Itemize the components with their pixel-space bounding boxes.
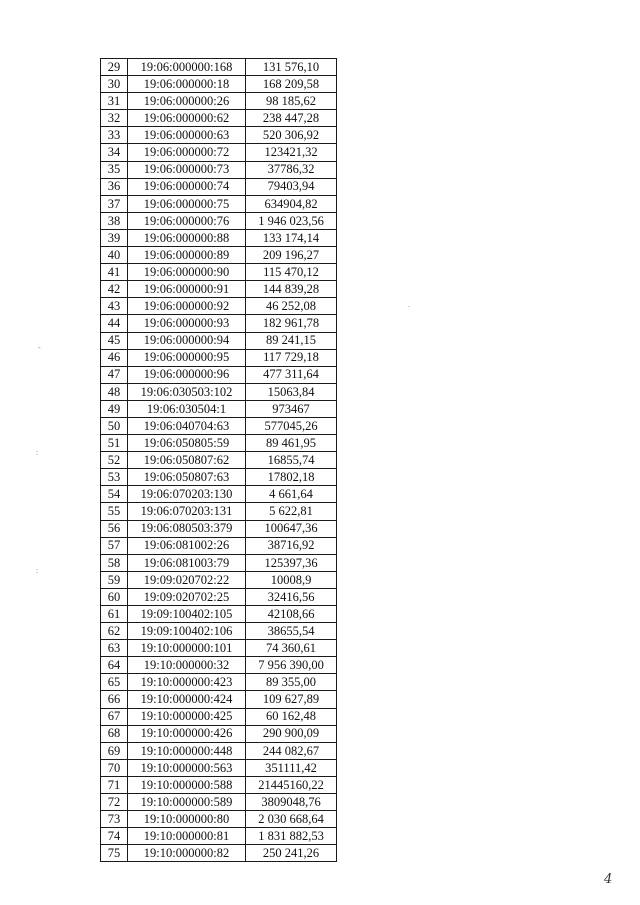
row-number-cell: 33 [101, 127, 128, 144]
value-cell: 38716,92 [246, 537, 337, 554]
value-cell: 144 839,28 [246, 281, 337, 298]
row-number-cell: 40 [101, 247, 128, 264]
cadastral-number-cell: 19:06:030504:1 [128, 400, 246, 417]
table-row [101, 349, 337, 366]
table-row [101, 554, 337, 571]
table-row [101, 315, 337, 332]
page-number: 4 [604, 872, 613, 887]
table-row [101, 588, 337, 605]
value-cell: 38655,54 [246, 623, 337, 640]
row-number-cell: 31 [101, 93, 128, 110]
row-number-cell: 41 [101, 264, 128, 281]
cadastral-number-cell: 19:06:030503:102 [128, 383, 246, 400]
row-number-cell: 64 [101, 657, 128, 674]
row-number-cell: 32 [101, 110, 128, 127]
cadastral-number-cell: 19:10:000000:423 [128, 674, 246, 691]
value-cell: 98 185,62 [246, 93, 337, 110]
value-cell: 32416,56 [246, 588, 337, 605]
row-number-cell: 44 [101, 315, 128, 332]
table-row [101, 332, 337, 349]
value-cell: 351111,42 [246, 759, 337, 776]
cadastral-number-cell: 19:06:080503:379 [128, 520, 246, 537]
value-cell: 182 961,78 [246, 315, 337, 332]
row-number-cell: 75 [101, 845, 128, 862]
table-row [101, 657, 337, 674]
table-row [101, 828, 337, 845]
value-cell: 42108,66 [246, 606, 337, 623]
table-row [101, 623, 337, 640]
table-row [101, 571, 337, 588]
table-row [101, 674, 337, 691]
table-row [101, 383, 337, 400]
value-cell: 16855,74 [246, 452, 337, 469]
table-row [101, 845, 337, 862]
cadastral-number-cell: 19:09:100402:106 [128, 623, 246, 640]
cadastral-number-cell: 19:06:000000:88 [128, 229, 246, 246]
scan-speck: : [36, 448, 39, 457]
row-number-cell: 72 [101, 794, 128, 811]
cadastral-number-cell: 19:06:000000:76 [128, 212, 246, 229]
cadastral-number-cell: 19:06:000000:26 [128, 93, 246, 110]
cadastral-number-cell: 19:06:050805:59 [128, 435, 246, 452]
cadastral-number-cell: 19:06:081003:79 [128, 554, 246, 571]
cadastral-number-cell: 19:06:000000:93 [128, 315, 246, 332]
table-row [101, 503, 337, 520]
value-cell: 634904,82 [246, 195, 337, 212]
cadastral-number-cell: 19:06:000000:63 [128, 127, 246, 144]
table-row [101, 708, 337, 725]
table-row [101, 161, 337, 178]
value-cell: 89 461,95 [246, 435, 337, 452]
cadastral-number-cell: 19:06:000000:92 [128, 298, 246, 315]
table-row [101, 178, 337, 195]
value-cell: 123421,32 [246, 144, 337, 161]
table-row [101, 298, 337, 315]
cadastral-number-cell: 19:06:000000:90 [128, 264, 246, 281]
value-cell: 973467 [246, 400, 337, 417]
cadastral-number-cell: 19:06:050807:62 [128, 452, 246, 469]
row-number-cell: 65 [101, 674, 128, 691]
table-row [101, 776, 337, 793]
row-number-cell: 68 [101, 725, 128, 742]
cadastral-number-cell: 19:06:081002:26 [128, 537, 246, 554]
row-number-cell: 58 [101, 554, 128, 571]
value-cell: 74 360,61 [246, 640, 337, 657]
value-cell: 21445160,22 [246, 776, 337, 793]
row-number-cell: 38 [101, 212, 128, 229]
cadastral-number-cell: 19:06:070203:131 [128, 503, 246, 520]
value-cell: 4 661,64 [246, 486, 337, 503]
cadastral-number-cell: 19:06:000000:18 [128, 76, 246, 93]
table-row [101, 486, 337, 503]
cadastral-number-cell: 19:10:000000:81 [128, 828, 246, 845]
table-row [101, 520, 337, 537]
cadastral-number-cell: 19:06:000000:89 [128, 247, 246, 264]
row-number-cell: 56 [101, 520, 128, 537]
row-number-cell: 46 [101, 349, 128, 366]
table-row [101, 452, 337, 469]
value-cell: 37786,32 [246, 161, 337, 178]
table-row [101, 144, 337, 161]
table-row [101, 264, 337, 281]
table-row [101, 537, 337, 554]
row-number-cell: 71 [101, 776, 128, 793]
row-number-cell: 63 [101, 640, 128, 657]
cadastral-number-cell: 19:10:000000:448 [128, 742, 246, 759]
value-cell: 1 831 882,53 [246, 828, 337, 845]
cadastral-number-cell: 19:06:000000:62 [128, 110, 246, 127]
scan-speck: . [408, 300, 410, 309]
cadastral-number-cell: 19:06:000000:72 [128, 144, 246, 161]
row-number-cell: 70 [101, 759, 128, 776]
cadastral-number-cell: 19:10:000000:563 [128, 759, 246, 776]
table-row [101, 366, 337, 383]
value-cell: 79403,94 [246, 178, 337, 195]
cadastral-number-cell: 19:06:070203:130 [128, 486, 246, 503]
row-number-cell: 59 [101, 571, 128, 588]
table-row [101, 212, 337, 229]
value-cell: 1 946 023,56 [246, 212, 337, 229]
row-number-cell: 73 [101, 811, 128, 828]
row-number-cell: 61 [101, 606, 128, 623]
row-number-cell: 53 [101, 469, 128, 486]
table-row [101, 742, 337, 759]
value-cell: 15063,84 [246, 383, 337, 400]
cadastral-number-cell: 19:06:040704:63 [128, 417, 246, 434]
cadastral-number-cell: 19:06:000000:75 [128, 195, 246, 212]
row-number-cell: 43 [101, 298, 128, 315]
cadastral-number-cell: 19:10:000000:425 [128, 708, 246, 725]
cadastral-number-cell: 19:06:000000:96 [128, 366, 246, 383]
row-number-cell: 30 [101, 76, 128, 93]
table-row [101, 93, 337, 110]
cadastral-number-cell: 19:10:000000:424 [128, 691, 246, 708]
value-cell: 7 956 390,00 [246, 657, 337, 674]
value-cell: 131 576,10 [246, 59, 337, 76]
cadastral-number-cell: 19:06:050807:63 [128, 469, 246, 486]
value-cell: 577045,26 [246, 417, 337, 434]
scan-speck: : [36, 566, 39, 575]
value-cell: 5 622,81 [246, 503, 337, 520]
table-row [101, 725, 337, 742]
table-row [101, 247, 337, 264]
value-cell: 17802,18 [246, 469, 337, 486]
value-cell: 477 311,64 [246, 366, 337, 383]
row-number-cell: 39 [101, 229, 128, 246]
value-cell: 3809048,76 [246, 794, 337, 811]
table-row [101, 435, 337, 452]
cadastral-number-cell: 19:06:000000:95 [128, 349, 246, 366]
cadastral-number-cell: 19:10:000000:82 [128, 845, 246, 862]
table-row [101, 469, 337, 486]
value-cell: 115 470,12 [246, 264, 337, 281]
value-cell: 2 030 668,64 [246, 811, 337, 828]
value-cell: 520 306,92 [246, 127, 337, 144]
value-cell: 168 209,58 [246, 76, 337, 93]
cadastral-number-cell: 19:10:000000:589 [128, 794, 246, 811]
cadastral-number-cell: 19:06:000000:91 [128, 281, 246, 298]
table-body [101, 59, 337, 862]
row-number-cell: 67 [101, 708, 128, 725]
row-number-cell: 54 [101, 486, 128, 503]
row-number-cell: 52 [101, 452, 128, 469]
cadastral-number-cell: 19:06:000000:168 [128, 59, 246, 76]
table-row [101, 229, 337, 246]
row-number-cell: 29 [101, 59, 128, 76]
cadastral-number-cell: 19:10:000000:80 [128, 811, 246, 828]
row-number-cell: 35 [101, 161, 128, 178]
cadastral-number-cell: 19:10:000000:101 [128, 640, 246, 657]
row-number-cell: 55 [101, 503, 128, 520]
scan-speck: - [38, 343, 41, 352]
value-cell: 290 900,09 [246, 725, 337, 742]
row-number-cell: 42 [101, 281, 128, 298]
value-cell: 133 174,14 [246, 229, 337, 246]
value-cell: 10008,9 [246, 571, 337, 588]
value-cell: 244 082,67 [246, 742, 337, 759]
table-row [101, 76, 337, 93]
value-cell: 238 447,28 [246, 110, 337, 127]
cadastral-number-cell: 19:10:000000:588 [128, 776, 246, 793]
value-cell: 125397,36 [246, 554, 337, 571]
table-row [101, 691, 337, 708]
value-cell: 209 196,27 [246, 247, 337, 264]
table-row [101, 759, 337, 776]
row-number-cell: 36 [101, 178, 128, 195]
cadastral-number-cell: 19:06:000000:94 [128, 332, 246, 349]
table-row [101, 127, 337, 144]
table-row [101, 640, 337, 657]
row-number-cell: 50 [101, 417, 128, 434]
table-row [101, 400, 337, 417]
cadastral-number-cell: 19:10:000000:32 [128, 657, 246, 674]
row-number-cell: 45 [101, 332, 128, 349]
table-row [101, 417, 337, 434]
value-cell: 89 241,15 [246, 332, 337, 349]
table-row [101, 195, 337, 212]
row-number-cell: 47 [101, 366, 128, 383]
table-row [101, 811, 337, 828]
value-cell: 109 627,89 [246, 691, 337, 708]
row-number-cell: 37 [101, 195, 128, 212]
row-number-cell: 69 [101, 742, 128, 759]
row-number-cell: 60 [101, 588, 128, 605]
table-row [101, 606, 337, 623]
table-row [101, 59, 337, 76]
cadastral-number-cell: 19:09:100402:105 [128, 606, 246, 623]
row-number-cell: 34 [101, 144, 128, 161]
value-cell: 46 252,08 [246, 298, 337, 315]
table-row [101, 281, 337, 298]
row-number-cell: 57 [101, 537, 128, 554]
value-cell: 250 241,26 [246, 845, 337, 862]
row-number-cell: 48 [101, 383, 128, 400]
row-number-cell: 49 [101, 400, 128, 417]
cadastral-number-cell: 19:10:000000:426 [128, 725, 246, 742]
value-cell: 117 729,18 [246, 349, 337, 366]
value-cell: 100647,36 [246, 520, 337, 537]
row-number-cell: 66 [101, 691, 128, 708]
value-cell: 89 355,00 [246, 674, 337, 691]
cadastral-number-cell: 19:09:020702:22 [128, 571, 246, 588]
cadastral-number-cell: 19:09:020702:25 [128, 588, 246, 605]
parcel-value-table [100, 58, 337, 862]
table-row [101, 110, 337, 127]
row-number-cell: 51 [101, 435, 128, 452]
value-cell: 60 162,48 [246, 708, 337, 725]
cadastral-number-cell: 19:06:000000:74 [128, 178, 246, 195]
table-row [101, 794, 337, 811]
row-number-cell: 62 [101, 623, 128, 640]
row-number-cell: 74 [101, 828, 128, 845]
cadastral-number-cell: 19:06:000000:73 [128, 161, 246, 178]
